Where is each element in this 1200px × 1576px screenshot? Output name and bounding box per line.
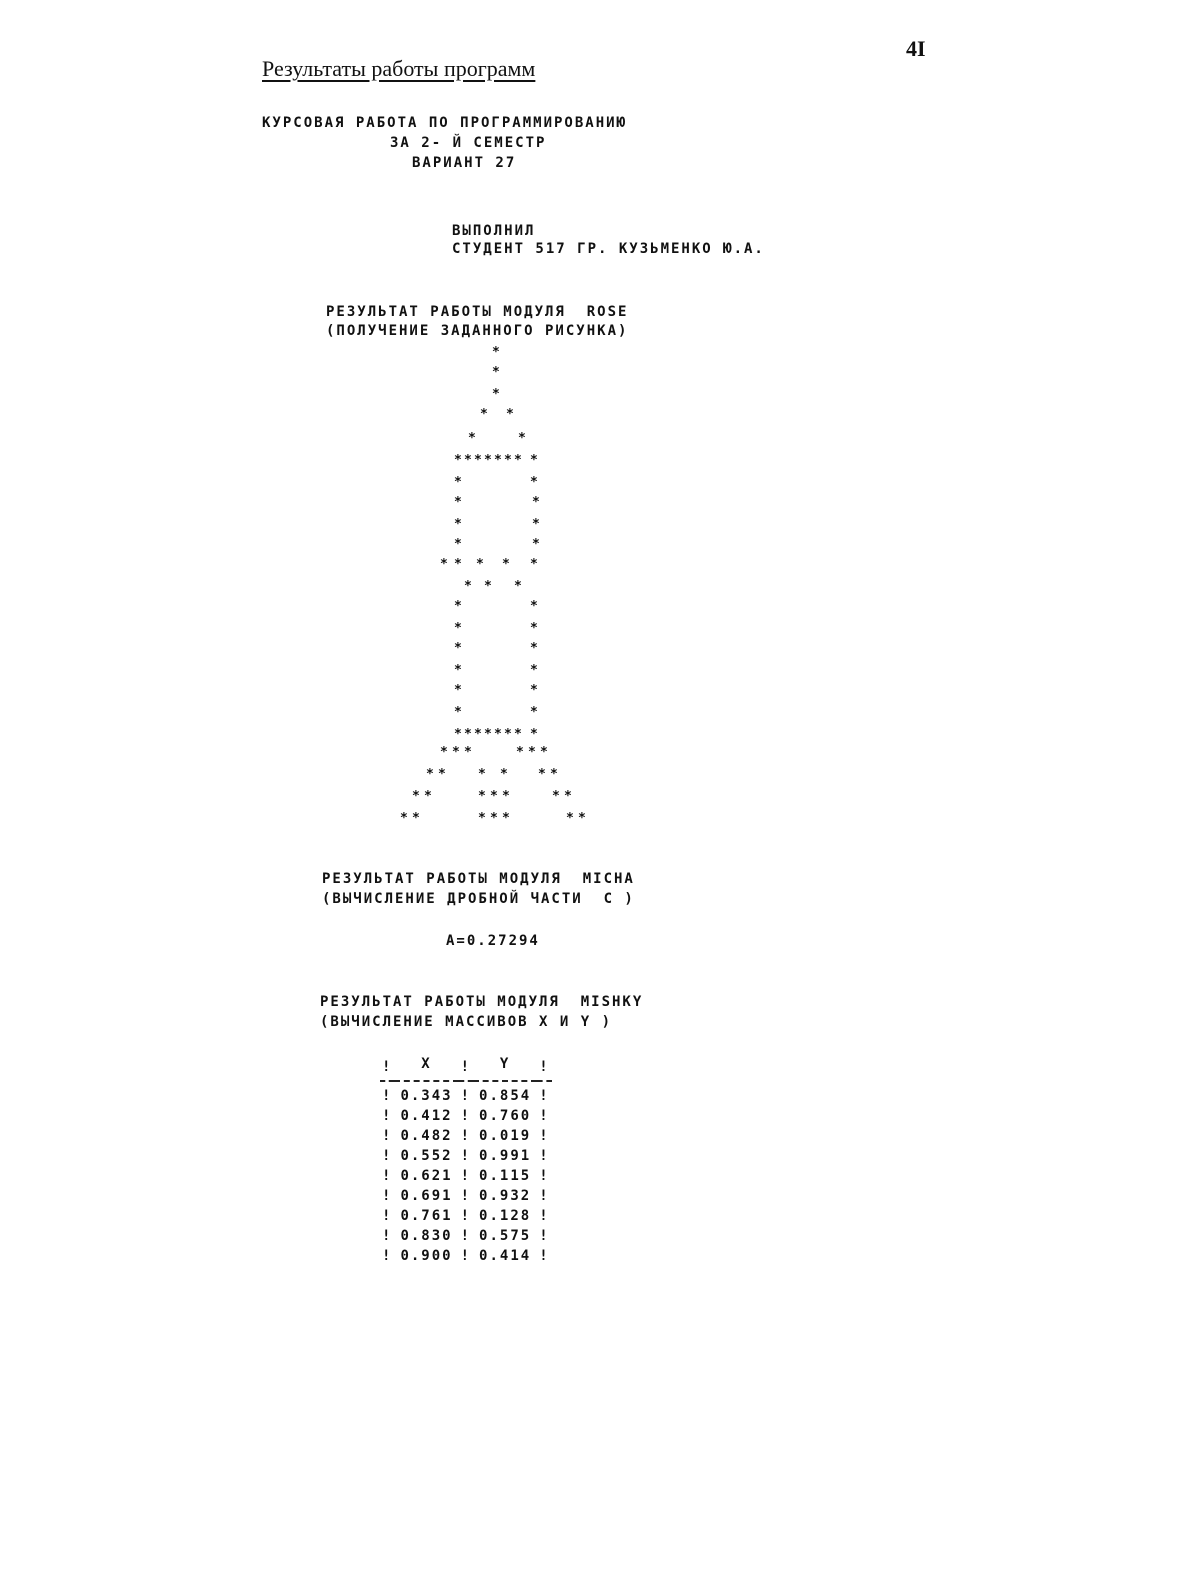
figure-star: * — [478, 767, 486, 782]
figure-star: * — [454, 495, 462, 510]
column-separator: ! — [382, 1128, 393, 1144]
figure-star: * — [502, 811, 510, 826]
figure-star: * — [454, 683, 462, 698]
figure-star: * — [454, 705, 462, 720]
column-separator: ! — [460, 1208, 472, 1224]
figure-star: * — [494, 453, 502, 468]
column-separator: ! — [539, 1168, 550, 1184]
figure-star: * — [530, 641, 538, 656]
column-separator: ! — [382, 1248, 393, 1264]
y-value-cell: 0.760 — [479, 1108, 532, 1124]
mishky-module-subheading: (ВЫЧИСЛЕНИЕ МАССИВОВ X И Y ) — [320, 1014, 613, 1030]
column-separator: ! — [382, 1148, 393, 1164]
figure-star: * — [440, 557, 448, 572]
y-value-cell: 0.019 — [479, 1128, 532, 1144]
table-row — [380, 1186, 552, 1206]
y-value-cell: 0.932 — [479, 1188, 532, 1204]
figure-star: * — [474, 453, 482, 468]
column-separator: ! — [460, 1128, 472, 1144]
column-header-x: X — [421, 1056, 432, 1072]
figure-star: * — [532, 517, 540, 532]
column-separator: ! — [460, 1148, 472, 1164]
figure-star: * — [464, 727, 472, 742]
figure-star: * — [502, 789, 510, 804]
table-row — [380, 1086, 552, 1106]
table-row — [380, 1146, 552, 1166]
figure-star: * — [478, 811, 486, 826]
figure-star: * — [530, 663, 538, 678]
table-row — [380, 1126, 552, 1146]
figure-star: * — [412, 811, 420, 826]
figure-star: * — [506, 407, 514, 422]
table-row — [380, 1166, 552, 1186]
figure-star: * — [516, 745, 524, 760]
figure-star: * — [412, 789, 420, 804]
figure-star: * — [518, 431, 526, 446]
x-value-cell: 0.691 — [400, 1188, 453, 1204]
figure-star: * — [468, 431, 476, 446]
x-value-cell: 0.412 — [400, 1108, 453, 1124]
figure-star: * — [476, 557, 484, 572]
table-row — [380, 1226, 552, 1246]
column-separator: ! — [382, 1168, 393, 1184]
rose-module-subheading: (ПОЛУЧЕНИЕ ЗАДАННОГО РИСУНКА) — [326, 323, 629, 339]
figure-star: * — [484, 727, 492, 742]
column-separator: ! — [539, 1228, 550, 1244]
figure-star: * — [540, 745, 548, 760]
column-separator: ! — [539, 1088, 550, 1104]
column-header-y: Y — [499, 1056, 511, 1072]
page-number: 4I — [906, 36, 926, 61]
figure-star: * — [530, 727, 538, 742]
figure-star: * — [480, 407, 488, 422]
x-value-cell: 0.343 — [400, 1088, 453, 1104]
figure-star: * — [538, 767, 546, 782]
figure-star: * — [454, 517, 462, 532]
y-value-cell: 0.414 — [479, 1248, 532, 1264]
table-row — [380, 1206, 552, 1226]
performed-by-label: ВЫПОЛНИЛ — [452, 223, 536, 239]
column-separator: ! — [460, 1088, 472, 1104]
figure-star: * — [492, 387, 500, 402]
column-separator: ! — [539, 1148, 550, 1164]
ascii-tower-figure — [380, 338, 620, 838]
figure-star: * — [454, 475, 462, 490]
x-value-cell: 0.830 — [400, 1228, 453, 1244]
figure-star: * — [564, 789, 572, 804]
column-separator: ! — [382, 1059, 393, 1075]
y-value-cell: 0.854 — [479, 1088, 532, 1104]
x-value-cell: 0.761 — [400, 1208, 453, 1224]
x-value-cell: 0.900 — [400, 1248, 453, 1264]
figure-star: * — [530, 621, 538, 636]
figure-star: * — [454, 453, 462, 468]
column-separator: ! — [460, 1059, 472, 1075]
figure-star: * — [530, 599, 538, 614]
figure-star: * — [550, 767, 558, 782]
figure-star: * — [532, 495, 540, 510]
column-separator: ! — [460, 1248, 472, 1264]
figure-star: * — [490, 789, 498, 804]
column-separator: ! — [382, 1088, 393, 1104]
figure-star: * — [578, 811, 586, 826]
figure-star: * — [454, 537, 462, 552]
table-row — [380, 1246, 552, 1266]
micha-module-heading: РЕЗУЛЬТАТ РАБОТЫ МОДУЛЯ MICHA — [322, 871, 635, 887]
figure-star: * — [454, 621, 462, 636]
xy-values-table — [380, 1054, 552, 1266]
figure-star: * — [454, 557, 462, 572]
table-row — [380, 1106, 552, 1126]
x-value-cell: 0.552 — [400, 1148, 453, 1164]
x-value-cell: 0.621 — [400, 1168, 453, 1184]
figure-star: * — [490, 811, 498, 826]
column-separator: ! — [382, 1108, 393, 1124]
figure-star: * — [452, 745, 460, 760]
figure-star: * — [492, 365, 500, 380]
figure-star: * — [440, 745, 448, 760]
micha-module-subheading: (ВЫЧИСЛЕНИЕ ДРОБНОЙ ЧАСТИ С ) — [322, 891, 635, 907]
figure-star: * — [530, 453, 538, 468]
semester-line: ЗА 2- Й СЕМЕСТР — [390, 135, 547, 151]
column-separator: ! — [382, 1208, 393, 1224]
column-separator: ! — [460, 1168, 472, 1184]
y-value-cell: 0.991 — [479, 1148, 532, 1164]
figure-star: * — [474, 727, 482, 742]
figure-star: * — [400, 811, 408, 826]
figure-star: * — [500, 767, 508, 782]
figure-star: * — [532, 537, 540, 552]
column-separator: ! — [460, 1108, 472, 1124]
figure-star: * — [454, 599, 462, 614]
figure-star: * — [528, 745, 536, 760]
figure-star: * — [484, 453, 492, 468]
figure-star: * — [478, 789, 486, 804]
figure-star: * — [514, 727, 522, 742]
figure-star: * — [530, 557, 538, 572]
column-separator: ! — [382, 1228, 393, 1244]
figure-star: * — [530, 705, 538, 720]
y-value-cell: 0.115 — [479, 1168, 532, 1184]
figure-star: * — [438, 767, 446, 782]
figure-star: * — [530, 683, 538, 698]
figure-star: * — [454, 641, 462, 656]
figure-star: * — [566, 811, 574, 826]
figure-star: * — [464, 745, 472, 760]
column-separator: ! — [382, 1188, 393, 1204]
rose-module-heading: РЕЗУЛЬТАТ РАБОТЫ МОДУЛЯ ROSE — [326, 304, 629, 320]
figure-star: * — [514, 579, 522, 594]
figure-star: * — [454, 663, 462, 678]
table-body — [380, 1086, 552, 1266]
column-separator: ! — [539, 1208, 550, 1224]
section-title: Результаты работы программ — [262, 56, 536, 81]
column-separator: ! — [539, 1108, 550, 1124]
variant-line: ВАРИАНТ 27 — [412, 155, 517, 171]
coursework-title: КУРСОВАЯ РАБОТА ПО ПРОГРАММИРОВАНИЮ — [262, 115, 628, 131]
y-value-cell: 0.575 — [479, 1228, 532, 1244]
x-value-cell: 0.482 — [400, 1128, 453, 1144]
figure-star: * — [530, 475, 538, 490]
column-separator: ! — [539, 1059, 550, 1075]
micha-result: A=0.27294 — [446, 933, 540, 949]
figure-star: * — [424, 789, 432, 804]
student-name: СТУДЕНТ 517 ГР. КУЗЬМЕНКО Ю.А. — [452, 241, 765, 257]
column-separator: ! — [460, 1188, 472, 1204]
mishky-module-heading: РЕЗУЛЬТАТ РАБОТЫ МОДУЛЯ MISHKY — [320, 994, 644, 1010]
column-separator: ! — [460, 1228, 472, 1244]
figure-star: * — [494, 727, 502, 742]
column-separator: ! — [539, 1248, 550, 1264]
figure-star: * — [514, 453, 522, 468]
y-value-cell: 0.128 — [479, 1208, 532, 1224]
figure-star: * — [552, 789, 560, 804]
table-header-row — [380, 1054, 552, 1081]
figure-star: * — [504, 727, 512, 742]
figure-star: * — [492, 345, 500, 360]
column-separator: ! — [539, 1128, 550, 1144]
figure-star: * — [504, 453, 512, 468]
column-separator: ! — [539, 1188, 550, 1204]
figure-star: * — [484, 579, 492, 594]
figure-star: * — [454, 727, 462, 742]
figure-star: * — [426, 767, 434, 782]
figure-star: * — [464, 579, 472, 594]
figure-star: * — [502, 557, 510, 572]
figure-star: * — [464, 453, 472, 468]
